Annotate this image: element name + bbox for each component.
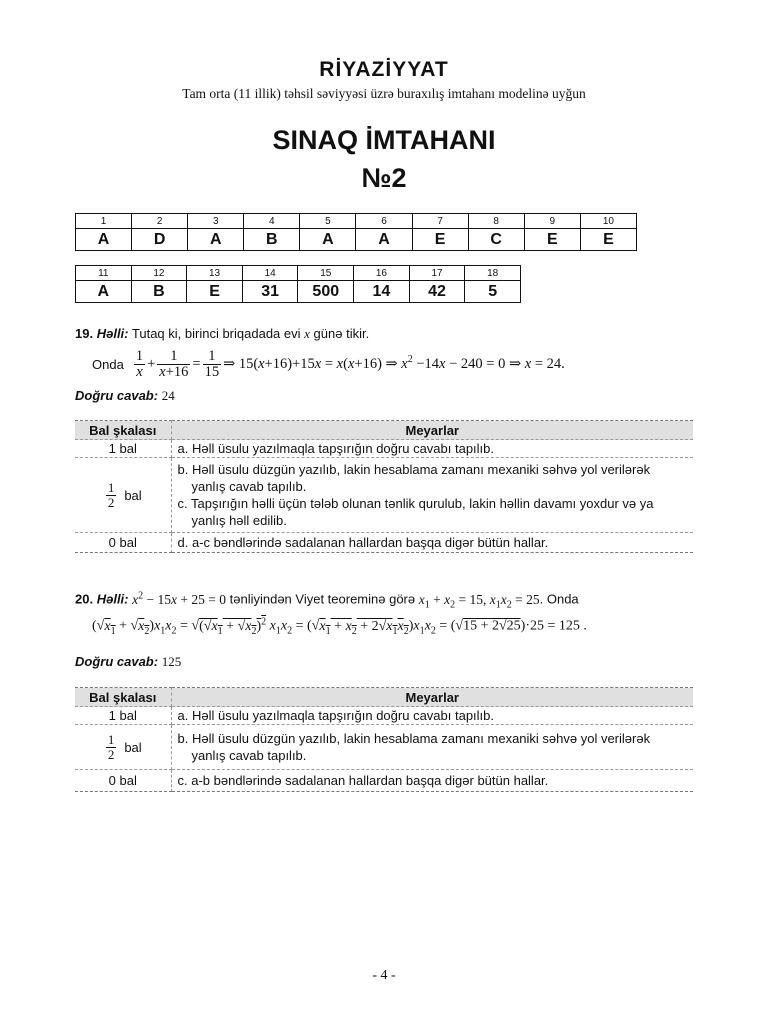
q19-intro: 19. Həlli: Tutaq ki, birinci briqadada evi x günə tikir. [75,326,370,341]
q20-correct-value: 125 [161,654,182,669]
q19-intro-text: Tutaq ki, birinci briqadada evi [131,326,301,341]
q20-intro: 20. Həlli: $x^2 - 15x + 25 = 0$ tənliyindən Viyet teoreminə görə $x_1 + x_2 = 15$, $x_1x_2 = 25$. Onda [75,590,579,611]
q19-correct-label: Doğru cavab: [75,388,159,403]
score-numerator: 1 [107,732,115,747]
q19-correct-value: 24 [161,388,175,403]
rubric-criteria [171,458,693,533]
q20-correct-label: Doğru cavab: [75,654,159,669]
rubric-score [75,458,171,533]
exam-number: №2 [361,163,407,193]
q19-onda: Onda [92,356,124,372]
answer-value: B [244,229,300,251]
answer-number: 15 [298,266,354,281]
answer-value: A [356,229,412,251]
rubric-row [75,707,693,725]
answer-number: 17 [409,266,465,281]
rubric-score [75,725,171,770]
answer-numbers-row [76,214,637,229]
answer-value: A [300,229,356,251]
answer-number: 14 [242,266,298,281]
q19-formula: $\frac{1}{x}$ + $\frac{1}{x+16}$ = $\frac{1}{15}$ ⇒ 15(x+16)+15x = x(x+16) ⇒ $x^2 -14x - 240 = 0$ ⇒ x = 24. [135,347,565,380]
answer-number: 10 [580,214,636,229]
q20-formula: $(√x_1 + √x_2)x_1x_2 = √(√x_1 + √x_2)^2$ $x_1x_2 = (√x_1 + x_2 + 2√x_1x_2)x_1x_2 = (√15 + 2√25)\cdot 25 = 125$ . [92,616,587,637]
answer-number: 1 [76,214,132,229]
rubric-header [75,688,693,707]
answer-number: 11 [76,266,132,281]
rubric-row [75,533,693,553]
answer-value: 500 [298,281,354,303]
q20-correct [75,654,181,670]
rubric-header-criteria: Meyarlar [171,688,693,707]
answer-number: 8 [468,214,524,229]
answer-value: E [580,229,636,251]
criteria-line: b. Həll üsulu düzgün yazılıb, lakin hesablama zamanı mexaniki səhvə yol verilərək [177,731,651,746]
answer-number: 13 [187,266,243,281]
rubric-criteria: a. Həll üsulu yazılmaqla tapşırığın doğru cavabı tapılıb. [171,707,693,725]
answer-table-1 [75,213,637,251]
q20-rubric-table [75,687,693,792]
answer-number: 18 [465,266,521,281]
q19-equation [92,342,565,386]
answer-number: 4 [244,214,300,229]
criteria-line: yanlış cavab tapılıb. [191,479,307,494]
rubric-row [75,440,693,458]
criteria-line: b. Həll üsulu düzgün yazılıb, lakin hesablama zamanı mexaniki səhvə yol verilərək [177,462,651,477]
answer-value: 5 [465,281,521,303]
exam-title: SINAQ İMTAHANI [272,125,496,155]
answer-value: A [76,229,132,251]
subject-title: RİYAZİYYAT [319,58,449,81]
answer-value: E [524,229,580,251]
q19-intro-tail: günə tikir. [313,326,370,341]
score-denominator: 2 [107,495,115,510]
rubric-header-score: Bal şkalası [75,421,171,440]
answer-number: 16 [354,266,410,281]
rubric-score: 1 bal [75,707,171,725]
rubric-score: 0 bal [75,533,171,553]
score-unit: bal [124,740,142,755]
answer-value: A [76,281,132,303]
q20-intro-tail: . Onda [539,591,579,607]
score-unit: bal [124,488,142,503]
q19-solution-label: Həlli: [96,326,129,341]
rubric-criteria: c. a-b bəndlərində sadalanan hallardan başqa digər bütün hallar. [171,770,693,792]
answer-value: B [131,281,187,303]
q20-solution-label: Həlli: [96,591,129,607]
page-number: - 4 - [372,968,396,983]
rubric-criteria [171,725,693,770]
rubric-criteria: a. Həll üsulu yazılmaqla tapşırığın doğru cavabı tapılıb. [171,440,693,458]
rubric-header [75,421,693,440]
answer-number: 9 [524,214,580,229]
answer-number: 12 [131,266,187,281]
answer-number: 7 [412,214,468,229]
rubric-criteria: d. a-c bəndlərində sadalanan hallardan başqa digər bütün hallar. [171,533,693,553]
rubric-row [75,458,693,533]
answer-table-2 [75,265,521,303]
answer-value: 42 [409,281,465,303]
rubric-header-score: Bal şkalası [75,688,171,707]
answer-number: 3 [188,214,244,229]
answer-values-row [76,229,637,251]
score-denominator: 2 [107,747,115,762]
answer-number: 5 [300,214,356,229]
answer-value: D [132,229,188,251]
q19-correct [75,388,175,404]
answer-value: 31 [242,281,298,303]
criteria-line: yanlış həll edilib. [191,513,287,528]
answer-number: 6 [356,214,412,229]
criteria-line: yanlış cavab tapılıb. [191,748,307,763]
q19-variable: x [304,326,310,341]
subtitle: Tam orta (11 illik) təhsil səviyyəsi üzrə buraxılış imtahanı modelinə uyğun [182,86,586,101]
answer-numbers-row [76,266,521,281]
rubric-row [75,725,693,770]
q19-number: 19 [75,326,90,341]
answer-number: 2 [132,214,188,229]
answer-value: E [412,229,468,251]
score-numerator: 1 [107,480,115,495]
q20-number: 20 [75,591,90,607]
answer-value: C [468,229,524,251]
criteria-line: c. Tapşırığın həlli üçün tələb olunan tənlik qurulub, lakin həllin davamı yoxdur və ya [177,496,654,511]
rubric-header-criteria: Meyarlar [171,421,693,440]
answer-value: A [188,229,244,251]
q19-rubric-table [75,420,693,553]
rubric-score: 0 bal [75,770,171,792]
answer-values-row [76,281,521,303]
rubric-row [75,770,693,792]
answer-value: 14 [354,281,410,303]
q20-intro-mid: tənliyindən Viyet teoreminə görə [229,591,416,607]
rubric-score: 1 bal [75,440,171,458]
answer-value: E [187,281,243,303]
q20-equation: $x^2 - 15x + 25 = 0$ [132,590,226,607]
q20-vieta: $x_1 + x_2 = 15$, $x_1x_2 = 25$ [418,591,540,611]
